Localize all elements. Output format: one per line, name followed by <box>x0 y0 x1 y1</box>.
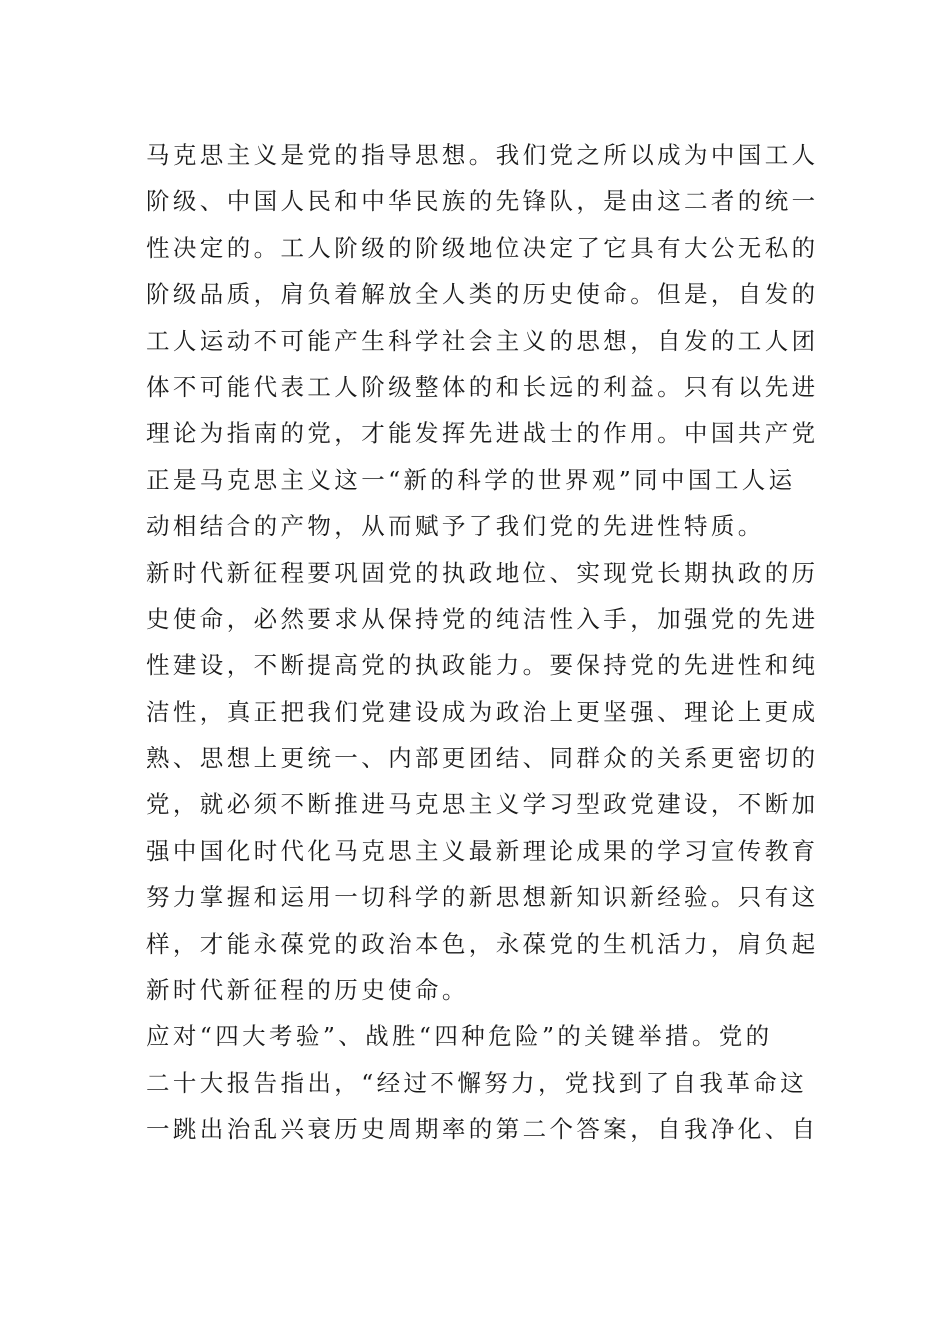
text-line: 史使命，必然要求从保持党的纯洁性入手，加强党的先进 <box>146 604 819 633</box>
text-line: 马克思主义是党的指导思想。我们党之所以成为中国工人 <box>146 141 819 169</box>
text-line: 性决定的。工人阶级的阶级地位决定了它具有大公无私的 <box>146 233 819 262</box>
text-line: 应对“四大考验”、战胜“四种危险”的关键举措。党的 <box>146 1022 773 1051</box>
text-line: 理论为指南的党，才能发挥先进战士的作用。中国共产党 <box>146 419 819 448</box>
text-line: 样，才能永葆党的政治本色，永葆党的生机活力，肩负起 <box>146 929 819 958</box>
text-line: 强中国化时代化马克思主义最新理论成果的学习宣传教育 <box>146 836 819 865</box>
text-line: 新时代新征程的历史使命。 <box>146 976 469 1005</box>
text-line: 动相结合的产物，从而赋予了我们党的先进性特质。 <box>146 512 765 541</box>
text-line: 性建设，不断提高党的执政能力。要保持党的先进性和纯 <box>146 651 819 680</box>
text-line: 二十大报告指出，“经过不懈努力，党找到了自我革命这 <box>146 1068 808 1097</box>
text-line: 体不可能代表工人阶级整体的和长远的利益。只有以先进 <box>146 372 819 401</box>
text-line: 阶级、中国人民和中华民族的先锋队，是由这二者的统一 <box>146 187 819 216</box>
text-line: 熟、思想上更统一、内部更团结、同群众的关系更密切的 <box>146 744 819 773</box>
text-line: 一跳出治乱兴衰历史周期率的第二个答案，自我净化、自 <box>146 1115 819 1144</box>
text-line: 洁性，真正把我们党建设成为政治上更坚强、理论上更成 <box>146 697 819 726</box>
text-line: 阶级品质，肩负着解放全人类的历史使命。但是，自发的 <box>146 280 819 309</box>
text-line: 工人运动不可能产生科学社会主义的思想，自发的工人团 <box>146 326 819 355</box>
text-line: 正是马克思主义这一“新的科学的世界观”同中国工人运 <box>146 465 796 494</box>
text-line: 努力掌握和运用一切科学的新思想新知识新经验。只有这 <box>146 883 819 912</box>
text-line: 新时代新征程要巩固党的执政地位、实现党长期执政的历 <box>146 558 819 587</box>
body-text <box>146 132 819 1153</box>
text-line: 党，就必须不断推进马克思主义学习型政党建设，不断加 <box>146 790 819 819</box>
